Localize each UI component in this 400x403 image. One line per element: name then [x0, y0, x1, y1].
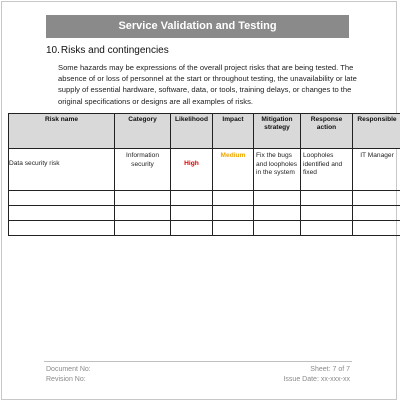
empty-cell	[9, 191, 115, 206]
document-title: Service Validation and Testing	[46, 15, 349, 38]
cell-response-action: Loopholes identified and fixed	[301, 149, 353, 191]
section-heading	[46, 45, 169, 56]
empty-cell	[213, 221, 254, 236]
empty-cell	[115, 221, 171, 236]
table-row-empty	[9, 221, 400, 236]
empty-cell	[301, 206, 353, 221]
empty-cell	[171, 191, 213, 206]
empty-cell	[301, 191, 353, 206]
empty-cell	[213, 191, 254, 206]
empty-cell	[171, 221, 213, 236]
footer-issue-date: Issue Date: xx-xxx-xx	[283, 376, 350, 383]
empty-cell	[254, 191, 301, 206]
section-number: 10.	[46, 45, 60, 56]
empty-cell	[171, 206, 213, 221]
cell-likelihood: High	[171, 149, 213, 191]
header-mitigation-strategy: Mitigation strategy	[254, 114, 301, 149]
footer-divider	[44, 361, 352, 362]
empty-cell	[9, 221, 115, 236]
header-responsible: Responsible	[353, 114, 400, 149]
empty-cell	[254, 221, 301, 236]
empty-cell	[353, 221, 400, 236]
cell-responsible: IT Manager	[353, 149, 400, 191]
header-risk-name: Risk name	[9, 114, 115, 149]
table-row-empty	[9, 191, 400, 206]
cell-impact: Medium	[213, 149, 254, 191]
section-title: Risks and contingencies	[60, 45, 169, 56]
empty-cell	[115, 206, 171, 221]
table-row	[9, 149, 400, 191]
empty-cell	[213, 206, 254, 221]
table-row-empty	[9, 206, 400, 221]
header-category: Category	[115, 114, 171, 149]
risk-table	[8, 113, 400, 236]
empty-cell	[353, 191, 400, 206]
empty-cell	[115, 191, 171, 206]
footer-revision-no: Revision No:	[46, 376, 86, 383]
header-likelihood: Likelihood	[171, 114, 213, 149]
empty-cell	[353, 206, 400, 221]
section-paragraph: Some hazards may be expressions of the overall project risks that are being tested. The absence of or loss of personnel at the start or throughout testing, the unavailability or late supply of essential hardware, software, data, or tools, training delays, or changes to the original specifications or designs are all examples of risks.	[58, 63, 357, 106]
cell-mitigation-strategy: Fix the bugs and loopholes in the system	[254, 149, 301, 191]
table-header-row	[9, 114, 400, 149]
cell-risk-name: Data security risk	[9, 149, 115, 191]
header-impact: Impact	[213, 114, 254, 149]
cell-category: Information security	[115, 149, 171, 191]
empty-cell	[9, 206, 115, 221]
header-response-action: Response action	[301, 114, 353, 149]
empty-cell	[301, 221, 353, 236]
empty-cell	[254, 206, 301, 221]
footer-document-no: Document No:	[46, 366, 91, 373]
footer-sheet: Sheet: 7 of 7	[310, 366, 350, 373]
